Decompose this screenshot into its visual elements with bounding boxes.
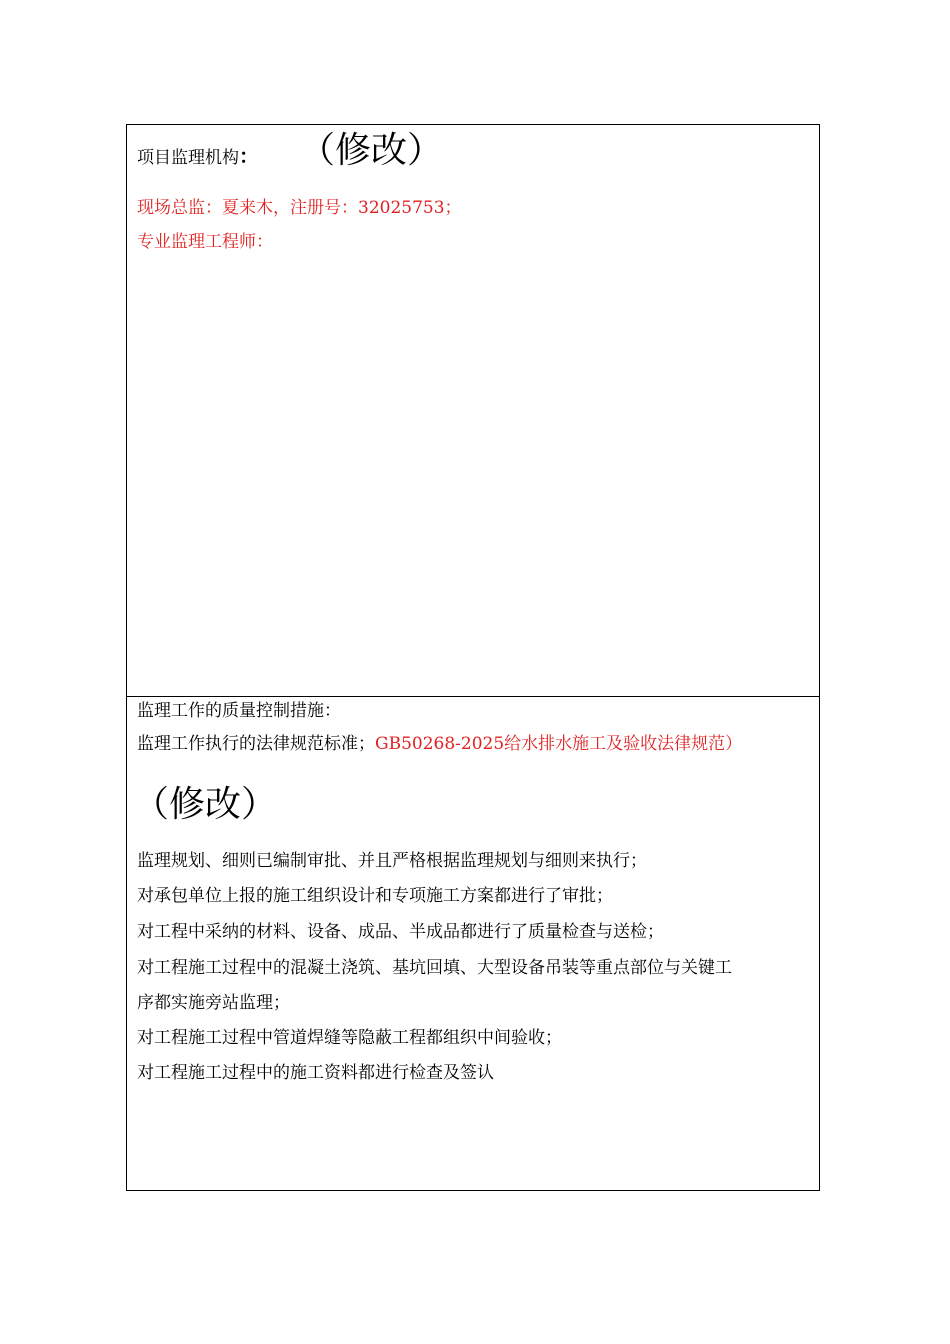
- org-revise-note: （修改）: [299, 130, 444, 171]
- chief-supervisor-line: 现场总监：夏来木，注册号：32025753；: [137, 198, 462, 218]
- quality-revise-note: （修改）: [133, 784, 278, 825]
- section-divider: [127, 696, 819, 697]
- measure-item: 监理规划、细则已编制审批、并且严格根据监理规划与细则来执行；: [137, 851, 647, 871]
- standard-line: [137, 733, 742, 755]
- measure-item-continued: 序都实施旁站监理；: [137, 993, 290, 1013]
- org-label-row: [137, 145, 259, 169]
- standard-value: GB50268-2025给水排水施工及验收法律规范）: [375, 734, 743, 754]
- standard-prefix: 监理工作执行的法律规范标准；: [137, 734, 375, 754]
- supervision-form-table: [126, 124, 820, 1191]
- measure-item: 对工程施工过程中的混凝土浇筑、基坑回填、大型设备吊装等重点部位与关键工: [137, 958, 732, 978]
- quality-control-heading: 监理工作的质量控制措施：: [137, 701, 341, 721]
- measure-item: 对工程施工过程中的施工资料都进行检查及签认: [137, 1063, 494, 1083]
- measure-item: 对承包单位上报的施工组织设计和专项施工方案都进行了审批；: [137, 886, 613, 906]
- measure-item: 对工程中采纳的材料、设备、成品、半成品都进行了质量检查与送检；: [137, 922, 664, 942]
- org-label: 项目监理机构: [137, 148, 239, 168]
- measure-item: 对工程施工过程中管道焊缝等隐蔽工程都组织中间验收；: [137, 1028, 562, 1048]
- specialist-engineer-line: 专业监理工程师：: [137, 232, 273, 252]
- org-label-colon: ：: [239, 144, 259, 168]
